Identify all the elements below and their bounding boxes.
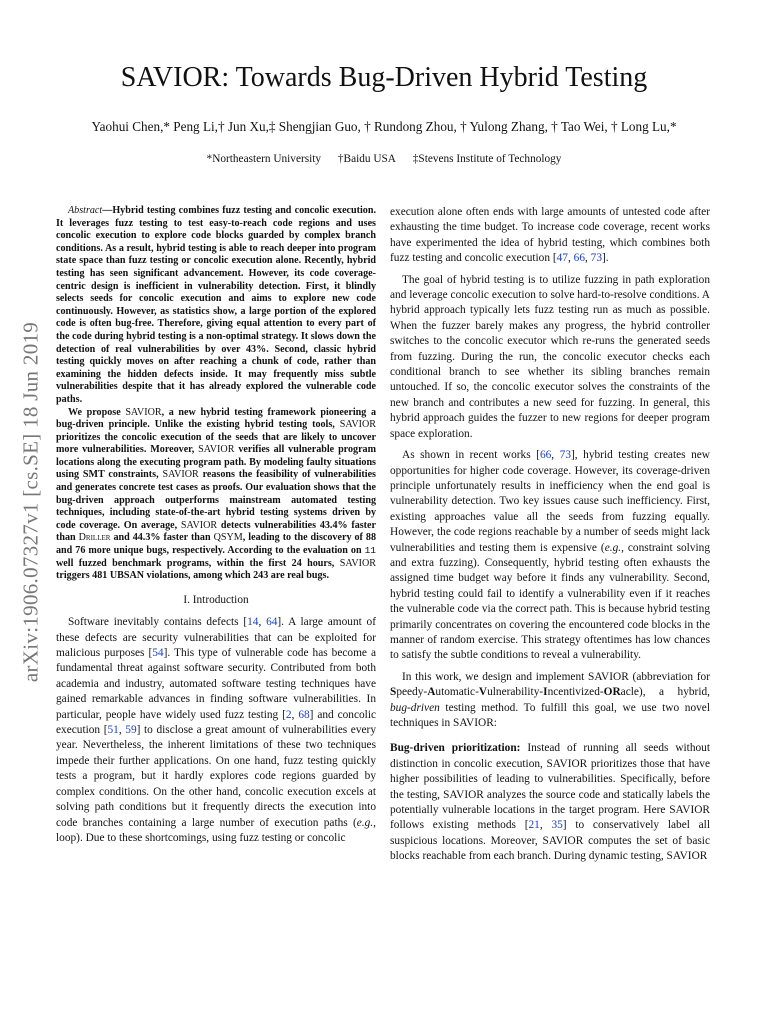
citation-link[interactable]: 2 xyxy=(285,708,292,721)
arxiv-sidebar xyxy=(16,272,46,732)
citation-link[interactable]: 51 xyxy=(107,724,119,737)
abstract xyxy=(56,205,376,583)
affiliations xyxy=(0,153,768,165)
intro-paragraph-4: In this work, we design and implement SAVIOR (abbreviation for Speedy-Automatic-Vulnerability-Incentivized-ORacle), a hybrid, bug-driven testing method. To fulfill this goal, we use two novel techniques in SAVIOR: xyxy=(390,670,710,729)
citation-link[interactable]: 59 xyxy=(125,724,137,737)
intro-paragraph-1: Software inevitably contains defects [14, 64]. A large amount of these defects are security vulnerabilities that can be exploited for malicious purposes [54]. This type of vulnerable code has become a fundamental threat against software security. Contributed from both academia and industry, automated software testing techniques have gained remarkable advances in finding software vulnerabilities. In particular, people have widely used fuzz testing [2, 68] and concolic execution [51, 59] to disclose a great amount of vulnerabilities every year. Nevertheless, the inherent limitations of these two techniques impede their further applications. On one hand, fuzz testing quickly tests a program, but it hardly explores code regions guarded by complex conditions. On the other hand, concolic execution excels at solving path conditions but it frequently directs the execution into code branches containing a large number of execution paths (e.g., loop). Due to these shortcomings, using fuzz testing or concolic xyxy=(56,616,377,844)
intro-paragraph-2: The goal of hybrid testing is to utilize fuzzing in path exploration and leverage concolic execution to solve hard-to-resolve conditions. A hybrid approach typically lets fuzz testing run as much as possible. When the fuzzer barely makes any progress, the hybrid controller switches to the concolic executor which re-runs the generated seeds from fuzzing. During the run, the concolic executor checks each conditional branch to see whether its sibling branches remain untouched. If so, the concolic executor solves the constraints of the new branch and contributes a new seed for fuzzing. In general, this hybrid approach guides the fuzzer to new regions for deeper program space exploration. xyxy=(390,273,710,440)
paper-title: SAVIOR: Towards Bug-Driven Hybrid Testing xyxy=(120,62,648,93)
abstract-label: Abstract xyxy=(68,205,103,216)
citation-link[interactable]: 54 xyxy=(152,647,164,660)
citation-link[interactable]: 66 xyxy=(573,252,585,265)
intro-paragraph-continued: execution alone often ends with large amounts of untested code after exhausting the time budget. To increase code coverage, recent works have experimented the idea of hybrid testing, which combines both fuzz testing and concolic execution [47, 66, 73]. xyxy=(390,206,710,265)
arxiv-identifier: arXiv:1906.07327v1 [cs.SE] 18 Jun 2019 xyxy=(18,321,43,683)
abstract-paragraph-1: Abstract—Hybrid testing combines fuzz testing and concolic execution. It leverages fuzz testing to test easy-to-reach code regions and uses concolic execution to explore code blocks guarded by complex branch conditions. As a result, hybrid testing is able to reach deeper into program state space than fuzz testing or concolic execution alone. Recently, hybrid testing has seen significant advancement. However, its code coverage-centric design is inefficient in vulnerability detection. First, it blindly selects seeds for concolic execution and aims to explore new code continuously. However, as statistics show, a large portion of the explored code is often bug-free. Therefore, giving equal attention to every part of the code during hybrid testing is a non-optimal strategy. It slows down the detection of real vulnerabilities by over 43%. Second, classic hybrid testing quickly moves on after reaching a chunk of code, rather than examining the hidden defects inside. It may frequently miss subtle vulnerabilities despite that it has already explored the vulnerable code paths. xyxy=(56,205,376,405)
citation-link[interactable]: 73 xyxy=(559,449,571,462)
affiliation-northeastern: *Northeastern University xyxy=(206,153,322,165)
citation-link[interactable]: 35 xyxy=(551,819,563,832)
right-column xyxy=(390,205,710,871)
author-list: Yaohui Chen,* Peng Li,† Jun Xu,‡ Shengjian Guo, † Rundong Zhou, † Yulong Zhang, † Tao Wei, † Long Lu,* xyxy=(91,119,677,134)
abstract-paragraph-2: We propose SAVIOR, a new hybrid testing framework pioneering a bug-driven principle. Unlike the existing hybrid testing tools, SAVIOR prioritizes the concolic execution of the seeds that are likely to uncover more vulnerabilities. Moreover, SAVIOR verifies all vulnerable program locations along the executing program path. By modeling faulty situations using SMT constraints, SAVIOR reasons the feasibility of vulnerabilities and generates concrete test cases as proofs. Our evaluation shows that the bug-driven approach outperforms mainstream automated testing techniques, including state-of-the-art hybrid testing systems driven by code coverage. On average, SAVIOR detects vulnerabilities 43.4% faster than Driller and 44.3% faster than QSYM, leading to the discovery of 88 and 76 more unique bugs, respectively. According to the evaluation on 11 well fuzzed benchmark programs, within the first 24 hours, SAVIOR triggers 481 UBSAN violations, among which 243 are real bugs. xyxy=(56,406,377,582)
section-heading-introduction: I. Introduction xyxy=(183,593,249,606)
run-in-heading: Bug-driven prioritization: xyxy=(390,742,521,755)
citation-link[interactable]: 68 xyxy=(298,708,310,721)
citation-link[interactable]: 66 xyxy=(539,449,552,462)
citation-link[interactable]: 47 xyxy=(556,252,568,265)
left-column xyxy=(56,205,376,852)
citation-link[interactable]: 14 xyxy=(247,616,259,629)
citation-link[interactable]: 21 xyxy=(528,819,540,832)
bug-driven-prioritization-paragraph: Bug-driven prioritization: Instead of running all seeds without distinction in concolic execution, SAVIOR prioritizes those that have higher possibilities of leading to vulnerabilities. Specifically, before the testing, SAVIOR analyzes the source code and statically labels the potentially vulnerable locations in the target program. Here SAVIOR follows existing methods [21, 35] to conservatively label all suspicious locations. Moreover, SAVIOR computes the set of basic blocks reachable from each branch. During dynamic testing, SAVIOR xyxy=(390,742,710,863)
affiliation-stevens: ‡Stevens Institute of Technology xyxy=(412,153,562,165)
citation-link[interactable]: 73 xyxy=(590,252,602,265)
intro-paragraph-3: As shown in recent works [66, 73], hybrid testing creates new opportunities for higher code coverage. However, its coverage-driven principle unfortunately results in inefficiency when the end goal is vulnerability detection. Two key issues cause such inefficiency. First, existing approaches value all the seeds from fuzzing equally. However, the code regions reachable by a number of seeds might lack vulnerabilities and testing them is expensive (e.g., constraint solving and extra fuzzing). Consequently, hybrid testing often exhausts the assigned time budget way before it finds any vulnerability. Second, hybrid testing could fail to identify a vulnerability even if it reaches the vulnerable code via the correct path. This is because hybrid testing primarily concentrates on covering the encountered code blocks in the manner of random exercise. This strategy oftentimes has low chances to satisfy the subtle conditions to reveal a vulnerability. xyxy=(390,449,710,662)
citation-link[interactable]: 64 xyxy=(266,616,278,629)
affiliation-baidu: †Baidu USA xyxy=(337,153,396,165)
